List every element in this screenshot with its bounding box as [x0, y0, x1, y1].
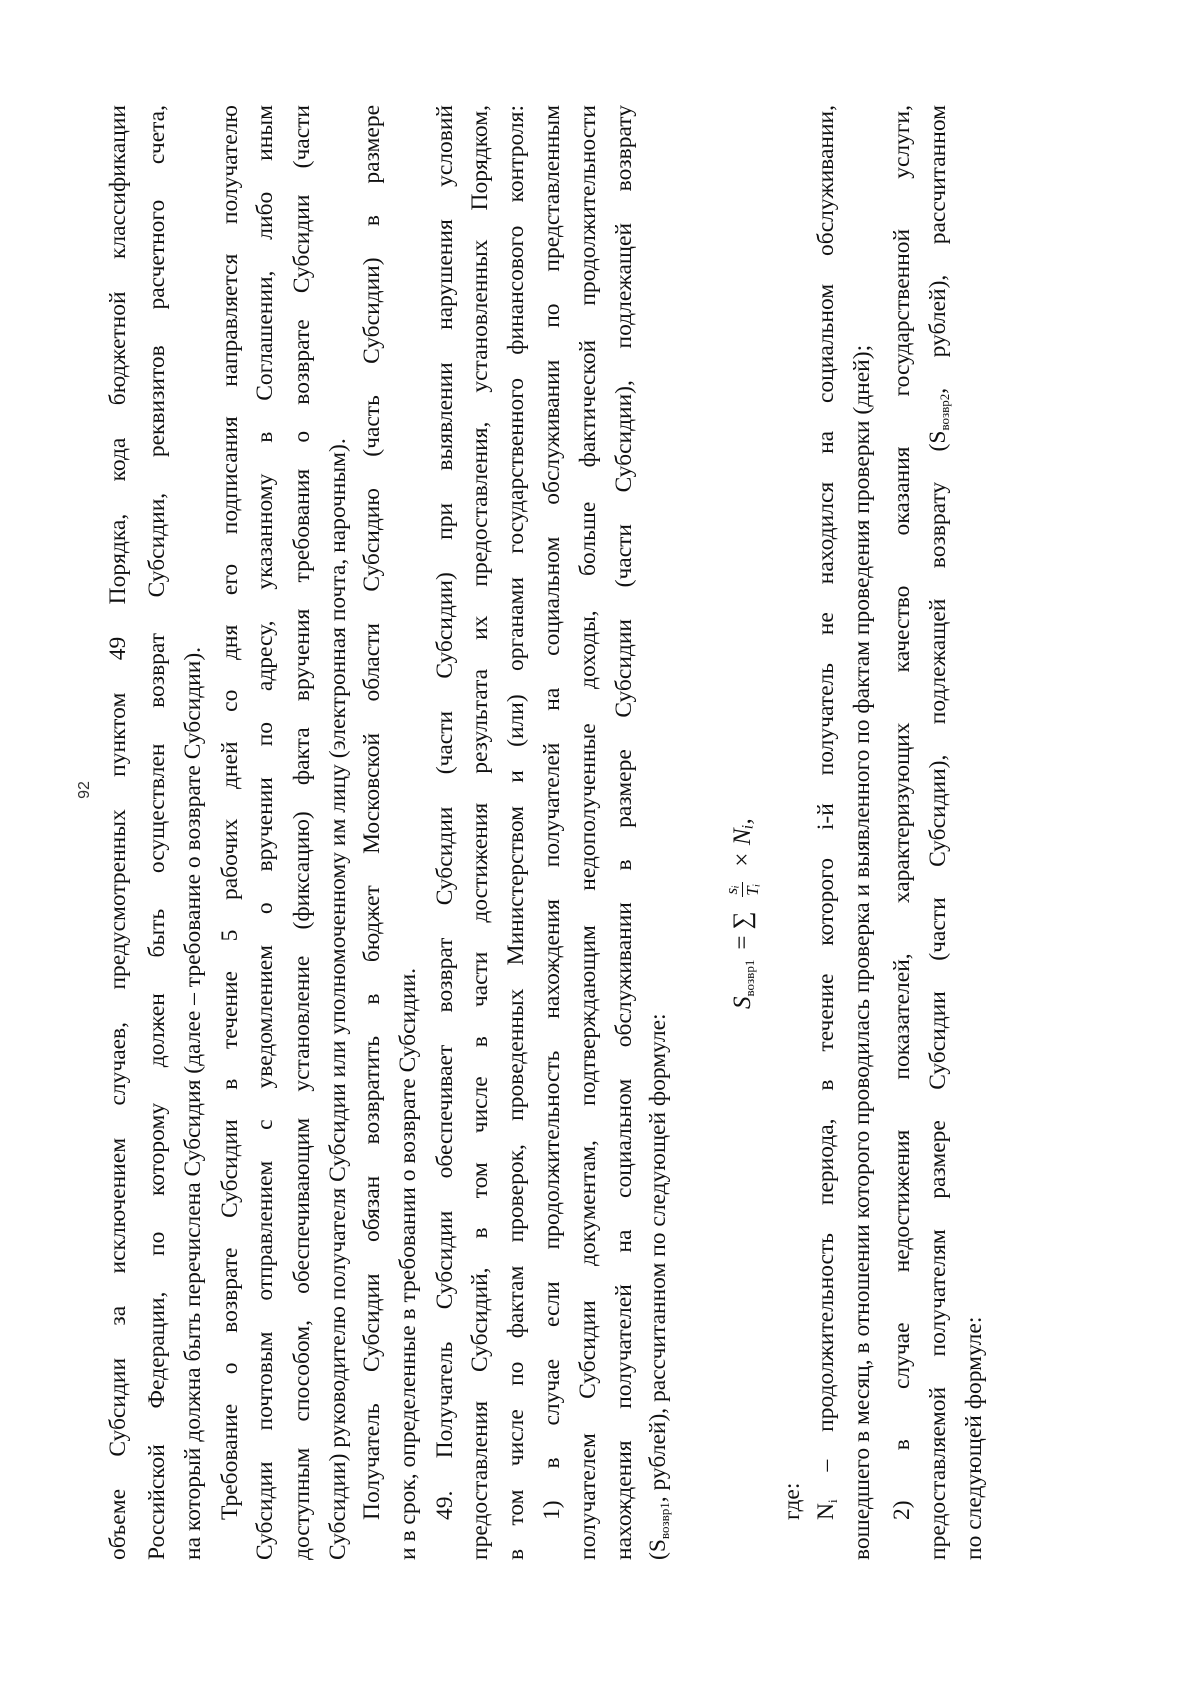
subscript: возвр2: [937, 393, 952, 431]
text-segment: предоставления Субсидий, в том числе в части достижения результата их предоставления, установленных Порядком,: [467, 105, 493, 1560]
text-line: [288, 105, 316, 1560]
text-line: [812, 105, 840, 1520]
text-segment: предоставляемой получателям размере Субсидии (части Субсидии), подлежащей возврату (S: [925, 430, 951, 1560]
text-segment: Получатель Субсидии обязан возвратить в бюджет Московской области Субсидию (часть Субсидии) в размере: [359, 105, 385, 1520]
text-line: [644, 105, 672, 1560]
text-segment: N: [813, 1503, 839, 1520]
text-segment: по следующей формуле:: [961, 1316, 987, 1560]
text-line: [251, 105, 279, 1560]
text-segment: Субсидии) руководителю получателя Субсидии или уполномоченному им лицу (электронная почта, нарочным).: [325, 438, 351, 1560]
formula-numerator: sᵢ: [722, 882, 743, 897]
text-segment: Требование о возврате Субсидии в течение 5 рабочих дней со дня его подписания направляется получателю: [217, 105, 243, 1520]
text-segment: объеме Субсидии за исключением случаев, предусмотренных пунктом 49 Порядка, кода бюджетной классификации: [105, 105, 131, 1560]
text-line: [502, 105, 530, 1560]
text-line: [960, 105, 988, 1560]
text-line: [466, 105, 494, 1560]
text-line: [574, 105, 602, 1560]
text-line: [179, 105, 207, 1560]
formula-times: × Nᵢ,: [728, 818, 756, 869]
text-segment: Субсидии почтовым отправлением с уведомлением о вручении по адресу, указанному в Соглашении, либо иным: [252, 105, 278, 1560]
subscript: i: [825, 1499, 840, 1504]
formula-lhs-sub: возвр1: [741, 959, 757, 997]
formula-lhs: [729, 960, 757, 1009]
text-line: [924, 105, 952, 1560]
text-line: [610, 105, 638, 1560]
text-segment: Российской Федерации, по которому должен быть осуществлен возврат Субсидии, реквизитов расчетного счета,: [144, 105, 170, 1560]
formula-s: S: [728, 996, 756, 1009]
text-line: [888, 105, 916, 1520]
text-segment: получателем Субсидии документам, подтверждающим недополученные доходы, больше фактической продолжительности: [575, 105, 601, 1560]
text-line: [778, 105, 806, 1520]
text-segment: , рублей), рассчитанном по следующей формуле:: [645, 1013, 671, 1503]
text-line: [324, 105, 352, 1560]
text-line: [538, 105, 566, 1520]
text-segment: доступным способом, обеспечивающим установление (фиксацию) факта вручения требования о возврате Субсидии (части: [289, 105, 315, 1560]
text-line: [104, 105, 132, 1560]
text-line: [848, 105, 876, 1560]
formula-denominator: Tᵢ: [743, 883, 762, 896]
text-segment: – продолжительность периода, в течение которого i-й получатель не находился на социальном обслуживании,: [813, 105, 839, 1500]
formula: [722, 818, 763, 1009]
text-line: [216, 105, 244, 1520]
text-segment: на который должна быть перечислена Субсидия (далее – требование о возврате Субсидии).: [180, 646, 206, 1560]
page-number: 92: [76, 781, 93, 799]
text-segment: и в срок, определенные в требовании о возврате Субсидии.: [395, 967, 421, 1560]
formula-equals-sum: = ∑: [728, 911, 756, 950]
formula-fraction: [722, 882, 763, 897]
text-segment: 49. Получатель Субсидии обеспечивает возврат Субсидии (части Субсидии) при выявлении нарушения условий: [432, 105, 458, 1520]
text-segment: , рублей), рассчитанном: [925, 105, 951, 394]
subscript: возвр1: [657, 1502, 672, 1540]
text-segment: 1) в случае если продолжительность нахождения получателей на социальном обслуживании по представленным: [539, 105, 565, 1520]
text-line: [358, 105, 386, 1520]
text-segment: (S: [645, 1539, 671, 1560]
text-line: [143, 105, 171, 1560]
text-segment: в том числе по фактам проверок, проведенных Министерством и (или) органами государственного финансового контроля:: [503, 105, 529, 1560]
text-segment: 2) в случае недостижения показателей, характеризующих качество оказания государственной услуги,: [889, 105, 915, 1520]
text-line: [431, 105, 459, 1520]
text-segment: нахождения получателей на социальном обслуживании в размере Субсидии (части Субсидии), подлежащей возврату: [611, 105, 637, 1560]
text-line: [394, 105, 422, 1560]
text-segment: где:: [779, 1482, 805, 1520]
text-segment: вошедшего в месяц, в отношении которого проводилась проверка и выявленного по фактам проведения проверки (дней);: [849, 344, 875, 1560]
